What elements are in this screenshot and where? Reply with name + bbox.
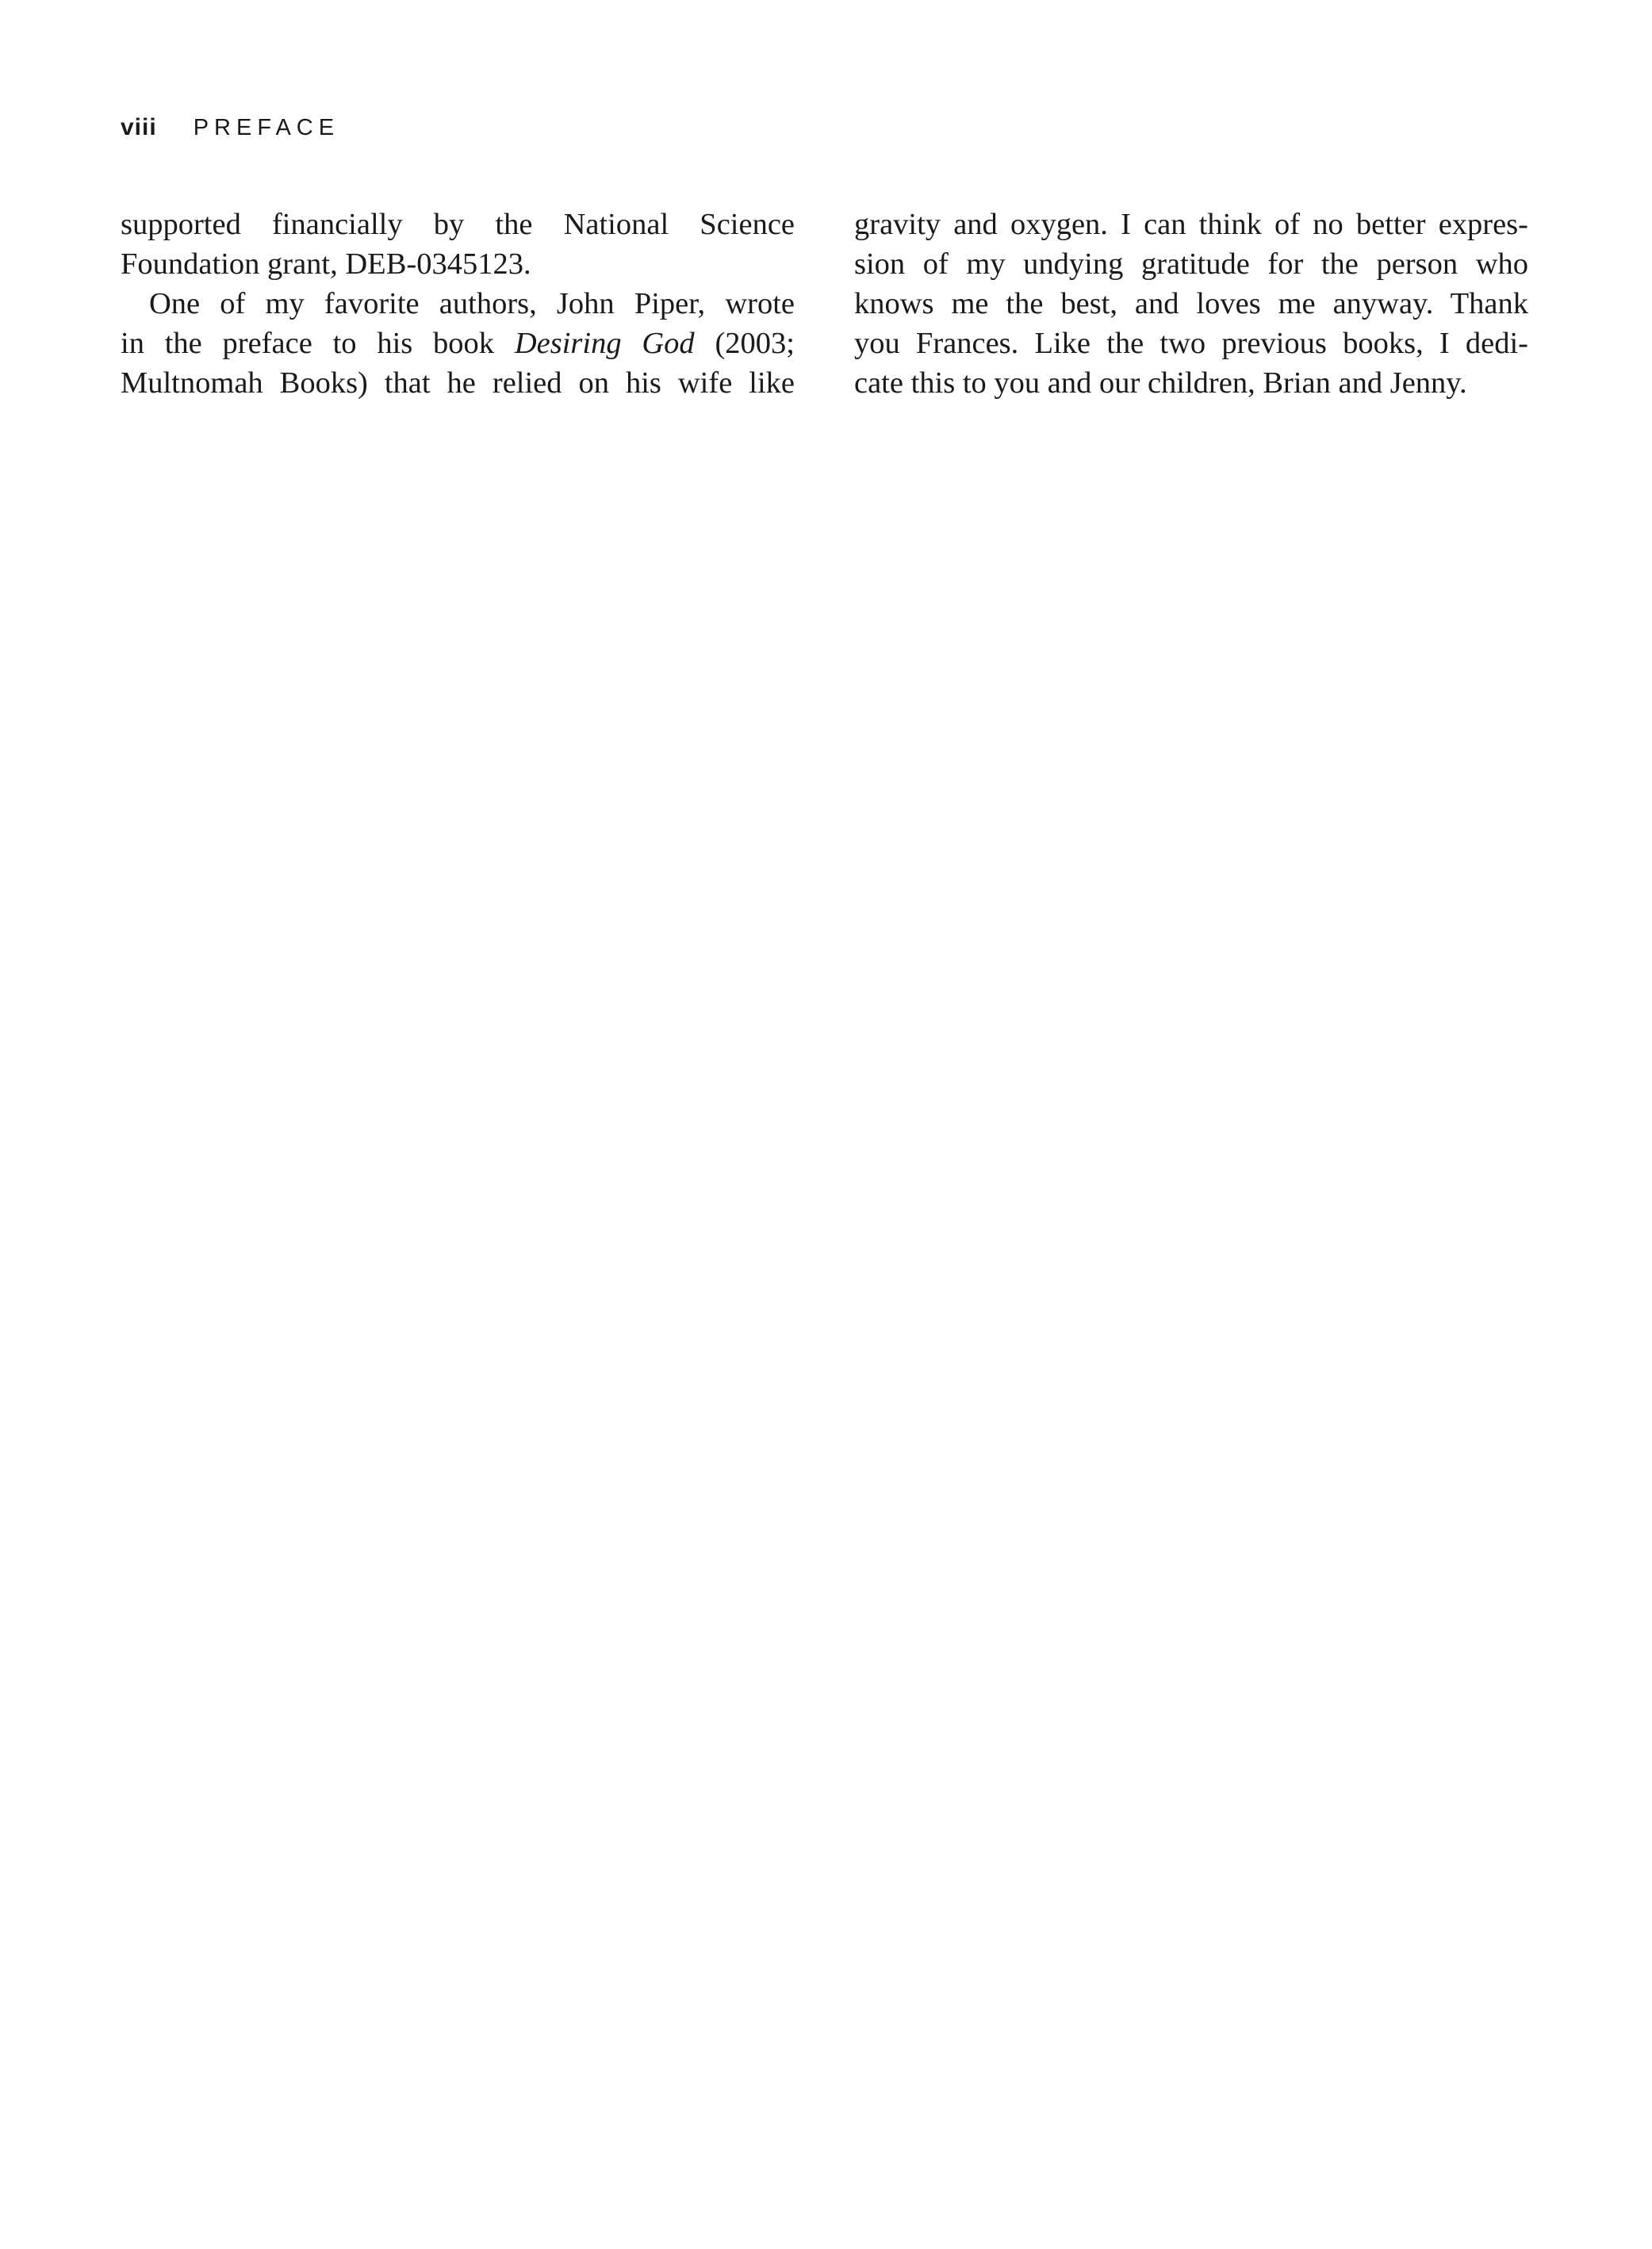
book-title: Desiring God [514,327,695,360]
text-line [121,324,795,363]
text-line: cate this to you and our children, Brian and Jenny. [854,366,1467,400]
text-line: supported financially by the National Science [121,208,795,241]
page-number: viii [121,114,157,140]
text-line: Multnomah Books) that he relied on his wife like [121,366,795,400]
text-line: One of my favorite authors, John Piper, wrote [149,287,795,320]
right-text-column [854,205,1528,403]
text-line: sion of my undying gratitude for the person who [854,247,1528,281]
left-text-column [121,205,795,403]
text-segment: in the preface to his book [121,327,515,360]
text-line: Foundation grant, DEB-0345123. [121,247,531,281]
text-line: knows me the best, and loves me anyway. Thank [854,287,1528,320]
running-head [121,114,339,146]
text-segment: (2003; [694,327,795,360]
text-line: gravity and oxygen. I can think of no better expres- [854,208,1528,241]
text-line: you Frances. Like the two previous books, I dedi- [854,327,1528,360]
section-title: PREFACE [193,115,340,140]
